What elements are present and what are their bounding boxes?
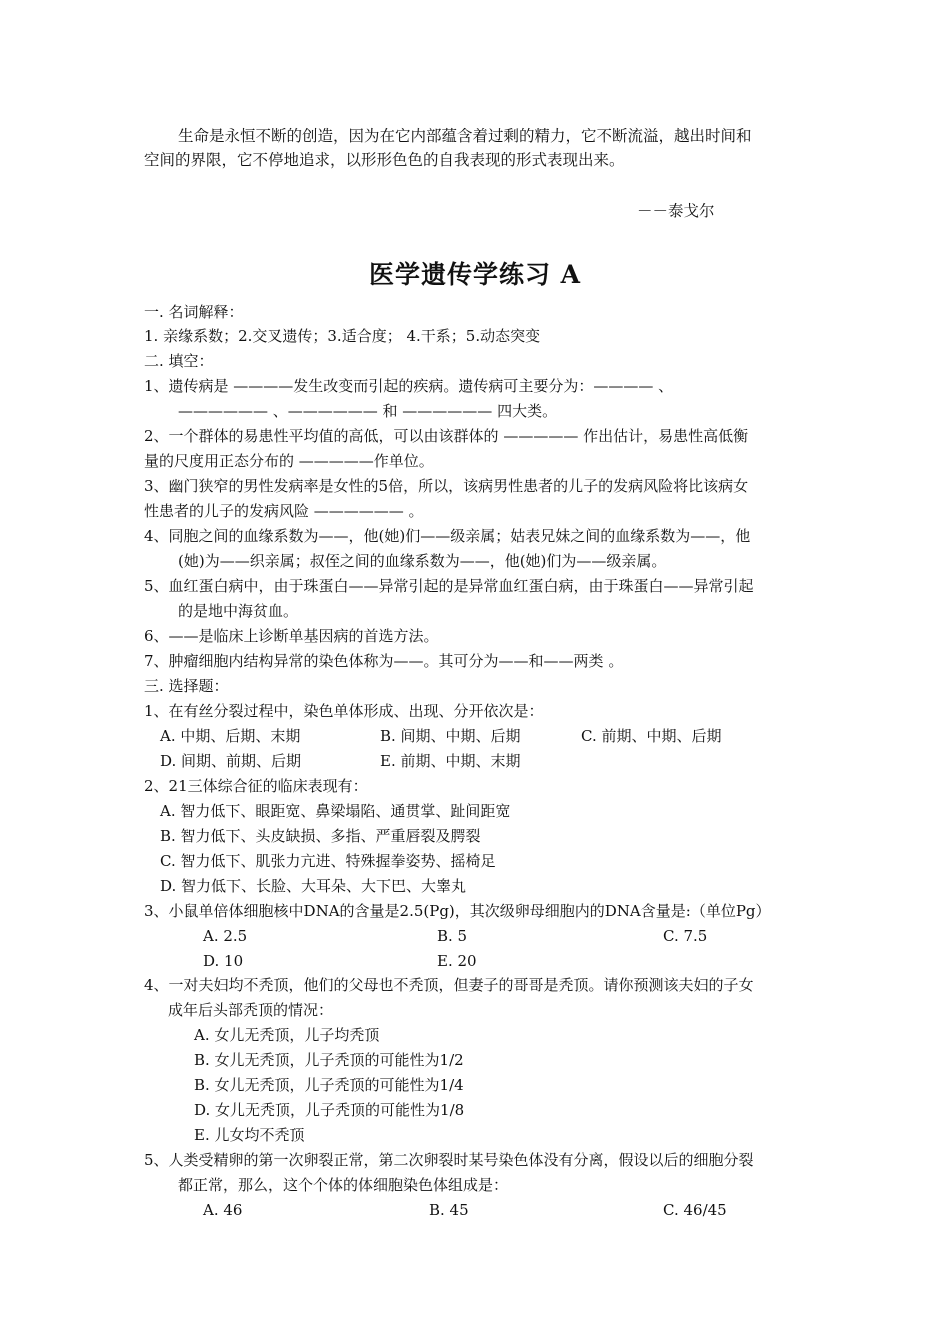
choice-q4-option-c: B. 女儿无秃顶，儿子秃顶的可能性为1/4 xyxy=(194,1076,464,1094)
fill-q3-line2: 性患者的儿子的发病风险 —————— 。 xyxy=(144,502,424,520)
page-title: 医学遗传学练习 A xyxy=(368,260,582,289)
fill-q5-line2: 的是地中海贫血。 xyxy=(178,602,299,620)
quote-author: －－泰戈尔 xyxy=(637,202,715,220)
section-heading-choice: 三. 选择题： xyxy=(144,677,229,695)
choice-q5-option-a: A. 46 xyxy=(203,1201,243,1219)
choice-q5-option-b: B. 45 xyxy=(429,1201,469,1219)
choice-q5-option-c: C. 46/45 xyxy=(663,1201,727,1219)
choice-q4-option-e: E. 儿女均不秃顶 xyxy=(194,1126,305,1144)
fill-q6: 6、——是临床上诊断单基因病的首选方法。 xyxy=(144,627,439,645)
choice-q3-stem: 3、小鼠单倍体细胞核中DNA的含量是2.5(Pg)，其次级卵母细胞内的DNA含量是:（单位Pg） xyxy=(144,902,771,920)
fill-q2-line2: 量的尺度用正态分布的 —————作单位。 xyxy=(144,452,434,470)
choice-q5-stem-line2: 都正常，那么，这个个体的体细胞染色体组成是： xyxy=(178,1176,509,1194)
choice-q2-stem: 2、21三体综合征的临床表现有： xyxy=(144,777,368,795)
fill-q5-line1: 5、血红蛋白病中，由于珠蛋白——异常引起的是异常血红蛋白病，由于珠蛋白——异常引起 xyxy=(144,577,754,595)
section-heading-terms: 一. 名词解释： xyxy=(144,303,244,321)
choice-q1-stem: 1、在有丝分裂过程中，染色单体形成、出现、分开依次是： xyxy=(144,702,544,720)
choice-q4-option-d: D. 女儿无秃顶，儿子秃顶的可能性为1/8 xyxy=(194,1101,465,1119)
fill-q3-line1: 3、幽门狭窄的男性发病率是女性的5倍，所以，该病男性患者的儿子的发病风险将比该病女 xyxy=(144,477,749,495)
choice-q2-option-d: D. 智力低下、长脸、大耳朵、大下巴、大睾丸 xyxy=(160,877,467,895)
fill-q4-line1: 4、同胞之间的血缘系数为——，他(她)们——级亲属；姑表兄妹之间的血缘系数为——，他 xyxy=(144,527,751,545)
section-heading-fill: 二. 填空： xyxy=(144,352,214,370)
choice-q3-option-d: D. 10 xyxy=(203,952,244,970)
choice-q2-option-a: A. 智力低下、眼距宽、鼻梁塌陷、通贯掌、趾间距宽 xyxy=(160,802,511,820)
choice-q1-option-d: D. 间期、前期、后期 xyxy=(160,752,302,770)
choice-q2-option-c: C. 智力低下、肌张力亢进、特殊握拳姿势、摇椅足 xyxy=(160,852,496,870)
quote-line-2: 空间的界限，它不停地追求，以形形色色的自我表现的形式表现出来。 xyxy=(144,151,625,169)
fill-q1-line1: 1、遗传病是 ————发生改变而引起的疾病。遗传病可主要分为：———— 、 xyxy=(144,377,674,395)
choice-q5-stem-line1: 5、人类受精卵的第一次卵裂正常，第二次卵裂时某号染色体没有分离，假设以后的细胞分裂 xyxy=(144,1151,754,1169)
choice-q1-option-a: A. 中期、后期、末期 xyxy=(160,727,301,745)
fill-q1-line2: —————— 、—————— 和 —————— 四大类。 xyxy=(178,402,558,420)
choice-q4-option-a: A. 女儿无秃顶，儿子均秃顶 xyxy=(194,1026,380,1044)
choice-q1-option-e: E. 前期、中期、末期 xyxy=(380,752,521,770)
terms-list: 1. 亲缘系数；2.交叉遗传；3.适合度； 4.干系；5.动态突变 xyxy=(144,327,541,345)
choice-q3-option-a: A. 2.5 xyxy=(203,927,248,945)
choice-q4-stem-line1: 4、一对夫妇均不秃顶，他们的父母也不秃顶，但妻子的哥哥是秃顶。请你预测该夫妇的子女 xyxy=(144,976,754,994)
fill-q2-line1: 2、一个群体的易患性平均值的高低，可以由该群体的 ————— 作出估计，易患性高低衡 xyxy=(144,427,749,445)
choice-q3-option-c: C. 7.5 xyxy=(663,927,708,945)
fill-q4-line2: (她)为——织亲属；叔侄之间的血缘系数为——，他(她)们为——级亲属。 xyxy=(178,552,667,570)
choice-q1-option-b: B. 间期、中期、后期 xyxy=(380,727,521,745)
choice-q4-stem-line2: 成年后头部秃顶的情况： xyxy=(168,1001,334,1019)
choice-q2-option-b: B. 智力低下、头皮缺损、多指、严重唇裂及腭裂 xyxy=(160,827,481,845)
quote-line-1: 生命是永恒不断的创造，因为在它内部蕴含着过剩的精力，它不断流溢，越出时间和 xyxy=(178,127,752,145)
choice-q3-option-e: E. 20 xyxy=(437,952,477,970)
choice-q3-option-b: B. 5 xyxy=(437,927,468,945)
fill-q7: 7、肿瘤细胞内结构异常的染色体称为——。其可分为——和——两类 。 xyxy=(144,652,624,670)
choice-q4-option-b: B. 女儿无秃顶，儿子秃顶的可能性为1/2 xyxy=(194,1051,464,1069)
choice-q1-option-c: C. 前期、中期、后期 xyxy=(581,727,722,745)
